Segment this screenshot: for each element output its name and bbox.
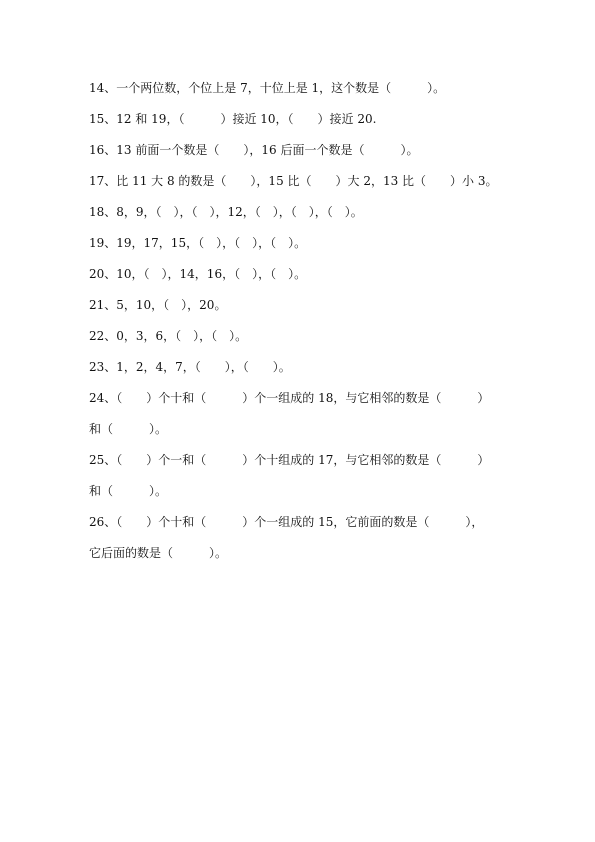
- question-17: 17、比 11 大 8 的数是（ ），15 比（ ）大 2，13 比（ ）小 3。: [89, 174, 498, 188]
- question-23: 23、1，2，4，7，（ ），（ ）。: [89, 360, 291, 374]
- question-15: 15、12 和 19，（ ）接近 10，（ ）接近 20.: [89, 112, 377, 126]
- question-24-continued: 和（ ）。: [89, 422, 168, 436]
- question-16: 16、13 前面一个数是（ ），16 后面一个数是（ ）。: [89, 143, 419, 157]
- question-25: 25、（ ）个一和（ ）个十组成的 17，与它相邻的数是（ ）: [89, 453, 490, 467]
- question-21: 21、5，10，（ ），20。: [89, 298, 227, 312]
- question-24: 24、（ ）个十和（ ）个一组成的 18，与它相邻的数是（ ）: [89, 391, 490, 405]
- question-26-continued: 它后面的数是（ ）。: [89, 546, 228, 560]
- question-26: 26、（ ）个十和（ ）个一组成的 15，它前面的数是（ ），: [89, 515, 484, 529]
- question-25-continued: 和（ ）。: [89, 484, 168, 498]
- question-22: 22、0，3，6，（ ），（ ）。: [89, 329, 248, 343]
- question-19: 19、19，17，15，（ ），（ ），（ ）。: [89, 236, 307, 250]
- question-14: 14、一个两位数，个位上是 7，十位上是 1，这个数是（ ）。: [89, 81, 446, 95]
- question-20: 20、10，（ ），14，16，（ ），（ ）。: [89, 267, 307, 281]
- question-18: 18、8，9，（ ），（ ），12，（ ），（ ），（ ）。: [89, 205, 363, 219]
